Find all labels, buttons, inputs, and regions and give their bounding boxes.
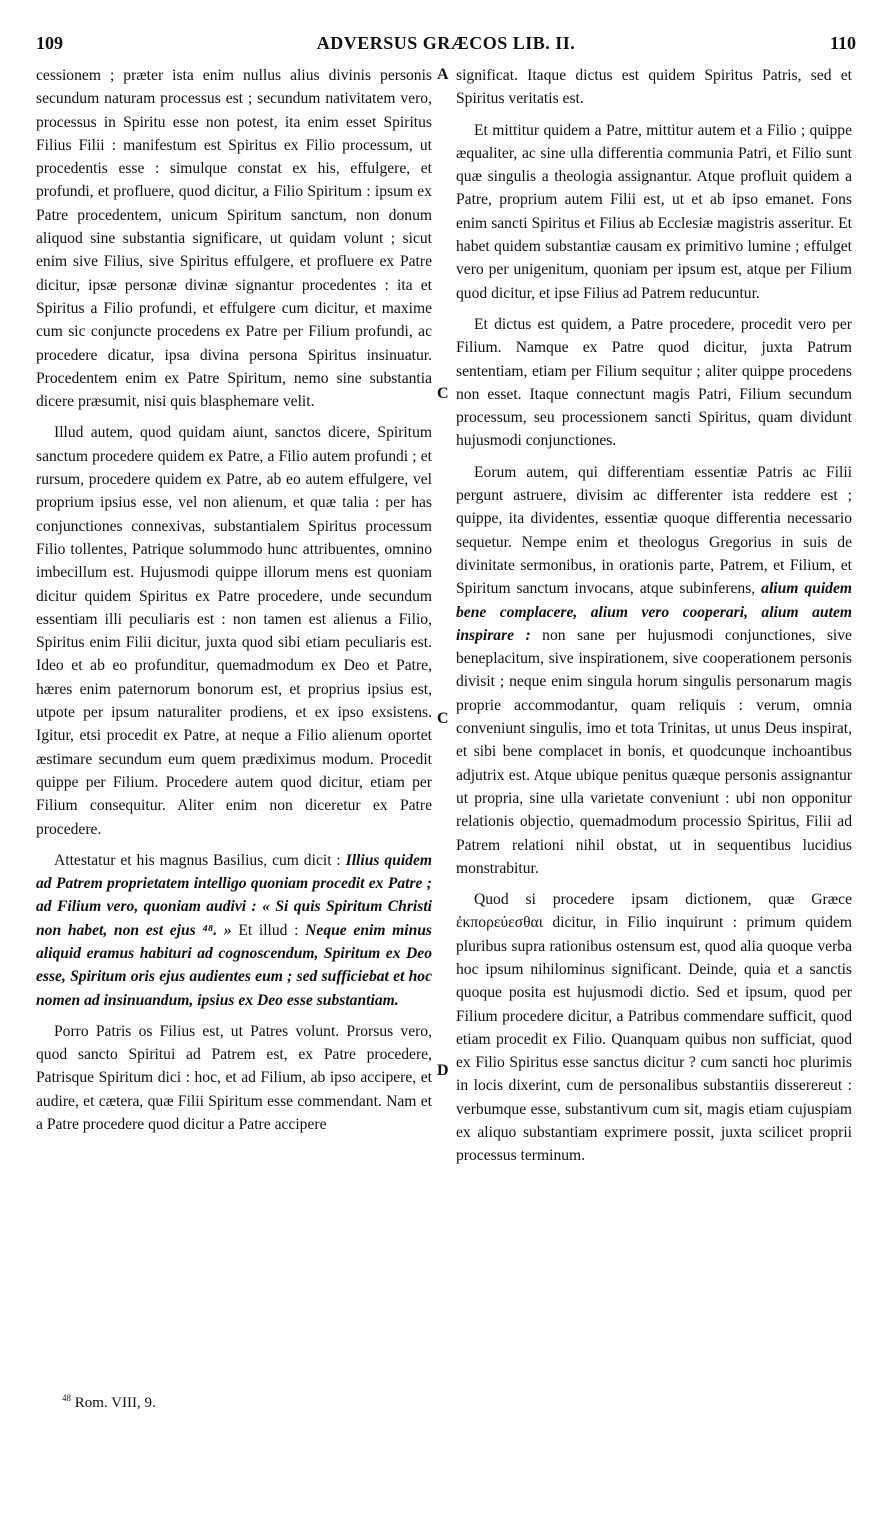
margin-marker-a: A	[437, 66, 449, 83]
running-title: ADVERSUS GRÆCOS LIB. II.	[316, 33, 576, 53]
left-paragraph-4: Porro Patris os Filius est, ut Patres volunt. Prorsus vero, quod sancto Spiritui ad Patrem est, ex Patre procedere, Patrisque Spiritum dici : hoc, et ad Filium, ab ipso accipere, et audire, et cætera, quæ Filii Spiritum esse commendant. Nam et a Patre procedere quod dicitur a Patre accipere	[36, 1022, 432, 1134]
left-p3-text-c: Et illud :	[231, 921, 306, 939]
basil-quote-1: Illius quidem ad Patrem proprietatem intelligo quoniam procedit ex Patre ; ad Filium vero, quoniam audivi : « Si quis Spiritum Christi non habet, non est ejus ⁴⁸. »	[36, 851, 433, 939]
left-paragraph-1: cessionem ; præter ista enim nullus alius divinis personis secundum naturam processus est ; secundum nativitatem vero, processus in Spiritu esse non potest, ita enim esset Spiritus Filius Filii : manifestum est Spiritus ex Filio processum, ut procedentis esse : simulque constat ex his, effulgere, et profundi, et profluere, quod dicitur, a Filio Spiritum : ipsum ex Patre procedentem, unicum Spiritum sanctum, non donum aliquod sine substantia significare, ut quidam volunt ; sicut enim sive Filius, sive Spiritus effulgere, et profluere ex Patre dicitur, ipsæ personæ divinæ signantur procedentes : ita et Spiritus a Filio profundi, et effulgere cum dicitur, et maxime cum sic conjuncte procedens ex Patre per Filium profundi, ac procedere dicatur, ipsa divina persona Spiritus insinuatur. Procedentem enim ex Patre Spiritum, nemo sine substantia dicere præsumit, nisi quis blasphemare velit.	[36, 67, 432, 411]
gregory-quote: alium quidem bene complacere, alium vero cooperari, alium autem inspirare :	[456, 580, 852, 644]
right-paragraph-1: significat. Itaque dictus est quidem Spiritus Patris, sed et Spiritus veritatis est.	[456, 67, 852, 108]
page-header	[36, 33, 856, 57]
footnote-mark: 48	[62, 1393, 71, 1403]
left-column	[36, 64, 432, 1136]
right-paragraph-3: Et dictus est quidem, a Patre procedere, procedit vero per Filium. Namque ex Patre quod dicitur, juxta Patrum sententiam, etiam per Filium sequitur ; aliter quippe procedens non esset. Itaque connectunt magis Patri, Filium secundum processum, seu processionem sancti Spiritus, quam dividunt hujusmodi conjunctiones.	[456, 315, 852, 450]
right-p4-text-c: non sane per hujusmodi conjunctiones, sive beneplacitum, sive inspirationem, sive cooperationem personis divisit ; neque enim singula horum singulis personarum magis proprie accommodantur, quam reliquis : verum, omnia conveniunt singulis, imo et tota Trinitas, ut unus Deus inspirat, et sibi bene complacet in bonis, et quodcunque inchoantibus adjutrix est. Atque ubique penitus quæque personis assignantur ut propria, sine ulla varietate conveniunt : ubi non opponitur relationis objectio, quemadmodum processio Spiritus, Filii ad Patrem relationi nihil obstat, ut in sequentibus lucidius monstrabitur.	[456, 626, 852, 877]
right-p4-text-a: Eorum autem, qui differentiam essentiæ Patris ac Filii pergunt astruere, divisim ac differenter ista reddere est ; quippe, ita dividentes, essentiæ quoque differentia necessario sequetur. Nempe enim et theologus Gregorius in suis de divinitate sermonibus, in orationis parte, Patrem, et Filium, et Spiritum sanctum invocans, atque subinferens,	[456, 463, 852, 598]
basil-quote-2: Neque enim minus aliquid eramus habituri ad cognoscendum, Spiritum ex Deo esse, Spiritum oris ejus audientes eum ; sed sufficiebat et hoc nomen ad insinuandum, ipsius ex Deo esse substantiam.	[36, 921, 433, 1009]
margin-marker-c-1: C	[437, 385, 449, 402]
page-number-left: 109	[36, 33, 63, 53]
left-p3-text-a: Attestatur et his magnus Basilius, cum dicit :	[54, 851, 346, 869]
footnote	[62, 1393, 156, 1412]
left-paragraph-3	[36, 849, 432, 1012]
left-paragraph-2: Illud autem, quod quidam aiunt, sanctos dicere, Spiritum sanctum procedere quidem ex Patre, a Filio autem profundi ; et rursum, procedere quidem ex Patre, ab eo autem effulgere, vel proprium ipsius esse, vel non alienum, et quæ talia : per has conjunctiones connexivas, substantialem Spiritus processum Filio tollentes, Patrique solummodo hunc attribuentes, omnino imbecillum est. Hujusmodi quippe illorum mens est quoniam dicitur quidem Spiritus ex Patre procedere, unde secundum essentiam illi peculiaris est : non tamen est alienus a Filio, Spiritus enim Filii dicitur, juxta quod sibi etiam peculiaris est. Ideo et ab eo profunditur, quemadmodum ex Deo et Patre, hæres enim paternorum bonorum est, et proprius ipsius est, utpote per ipsum naturaliter prodiens, et ex ipso exsistens. Igitur, etsi procedit ex Patre, at neque a Filio alienum oportet æstimare secundum eum quem prædiximus modum. Procedit quippe per Filium. Procedere autem quod dicitur, etiam per Filium consequitur. Aliter enim non diceretur ex Patre procedere.	[36, 424, 432, 838]
margin-marker-d: D	[437, 1062, 449, 1079]
footnote-text: Rom. VIII, 9.	[74, 1395, 156, 1411]
right-column	[456, 64, 852, 1168]
right-paragraph-4	[456, 461, 852, 880]
right-paragraph-5: Quod si procedere ipsam dictionem, quæ Græce ἐκπορεύεσθαι dicitur, in Filio inquirunt : primum quidem pluribus supra rationibus ostensum est, quod alia quoque verba hoc ipsum nihilominus significant. Deinde, quia et a sanctis quoque posita est hujusmodi dictio. Sed et ipsum, quod per Filium procedere dicitur, a Patribus commendare sufficit, quod etiam procedit ex Filio. Quanquam quibus non sufficiat, quod ex Filio Spiritus esse sanctus dicitur ? cum sancti hoc plurimis in locis dixerint, cum de personalibus substantiis disserereut : verbumque esse, substantivum cum sit, magis etiam cujuspiam ex aliquo substantiam exprimere possit, juxta scilicet proprii processus terminum.	[456, 891, 852, 1165]
right-paragraph-2: Et mittitur quidem a Patre, mittitur autem et a Filio ; quippe æqualiter, ac sine ulla differentia communia Patri, et Filio sunt quæ singulis a theologia assignantur. Atque profluit quidem a Patre, proprium autem Filii est, ut et ab ipso emanet. Fons enim sancti Spiritus et Filius ab Ecclesiæ magistris asseritur. Et habet quidem substantiæ causam ex primitivo lumine ; effulget vero per unigenitum, quoniam per ipsum est, atque per Filium quod dicitur, et ipse Filius ad Patrem reducuntur.	[456, 121, 852, 302]
margin-marker-c-2: C	[437, 710, 449, 727]
page-number-right: 110	[829, 33, 856, 53]
